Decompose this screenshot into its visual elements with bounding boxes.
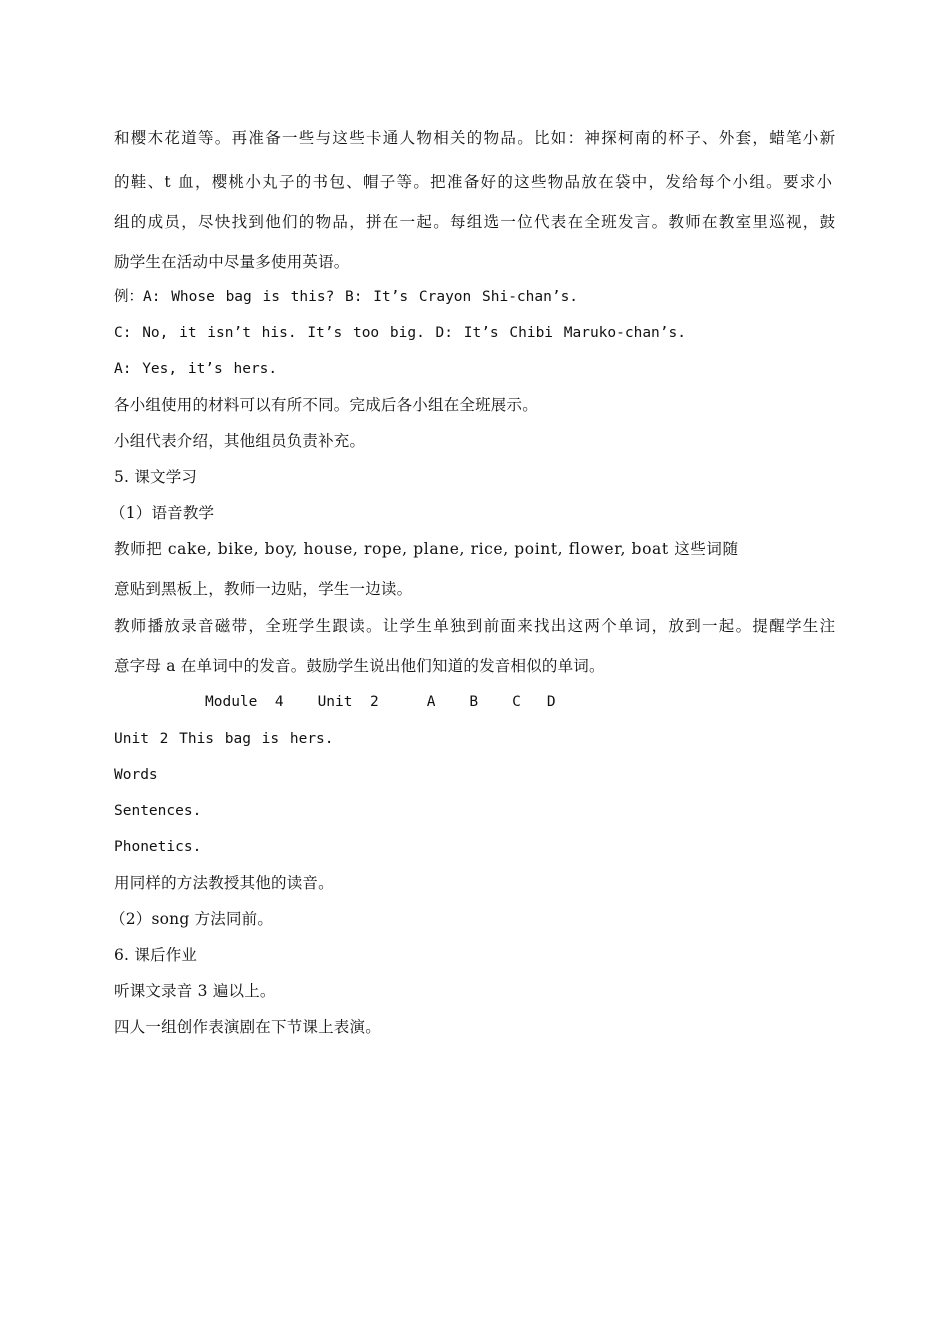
- method-line: 用同样的方法教授其他的读音。: [114, 874, 334, 892]
- board-col-b: B: [469, 694, 479, 710]
- board-col-a: A: [426, 694, 436, 710]
- board-phonetics: Phonetics.: [114, 839, 202, 855]
- dialogue-line: C: No, it isn’t his. It’s too big. D: It’s Chibi Maruko-chan’s.: [114, 325, 686, 341]
- homework-item: 听课文录音 3 遍以上。: [114, 982, 276, 1000]
- homework-item: 四人一组创作表演剧在下节课上表演。: [114, 1018, 381, 1036]
- note-line: 各小组使用的材料可以有所不同。完成后各小组在全班展示。: [114, 396, 538, 414]
- blackboard-header: [205, 692, 556, 712]
- tape-line: 教师播放录音磁带，全班学生跟读。让学生单独到前面来找出这两个单词，放到一起。提醒学生注: [114, 617, 837, 635]
- board-col-d: D: [546, 694, 556, 710]
- board-module: Module 4: [205, 694, 284, 710]
- song-line: （2）song 方法同前。: [110, 910, 274, 928]
- subsection-heading: （1）语音教学: [110, 504, 215, 522]
- board-sentences: Sentences.: [114, 803, 202, 819]
- dialogue-line: A: Yes, it’s hers.: [114, 361, 278, 377]
- phonics-line: 意贴到黑板上，教师一边贴，学生一边读。: [114, 580, 413, 598]
- section-heading: 6. 课后作业: [114, 946, 198, 964]
- tape-line: 意字母 a 在单词中的发音。鼓励学生说出他们知道的发音相似的单词。: [114, 657, 605, 675]
- phonics-line: 教师把 cake, bike, boy, house, rope, plane, rice, point, flower, boat 这些词随: [114, 540, 739, 558]
- paragraph-line: 励学生在活动中尽量多使用英语。: [114, 253, 350, 271]
- board-words: Words: [114, 767, 158, 783]
- note-line: 小组代表介绍，其他组员负责补充。: [114, 432, 366, 450]
- paragraph-line: 组的成员，尽快找到他们的物品，拼在一起。每组选一位代表在全班发言。教师在教室里巡视，鼓: [114, 213, 837, 231]
- paragraph-line: 的鞋、t 血，樱桃小丸子的书包、帽子等。把准备好的这些物品放在袋中，发给每个小组。要求小: [114, 173, 834, 191]
- board-col-c: C: [512, 694, 521, 710]
- dialogue-line: 例：A: Whose bag is this? B: It’s Crayon Shi-chan’s.: [114, 289, 579, 305]
- section-heading: 5. 课文学习: [114, 468, 198, 486]
- paragraph-line: 和樱木花道等。再准备一些与这些卡通人物相关的物品。比如：神探柯南的杯子、外套，蜡笔小新: [114, 129, 837, 147]
- board-unit: Unit 2: [317, 694, 379, 710]
- board-title: Unit 2 This bag is hers.: [114, 731, 334, 747]
